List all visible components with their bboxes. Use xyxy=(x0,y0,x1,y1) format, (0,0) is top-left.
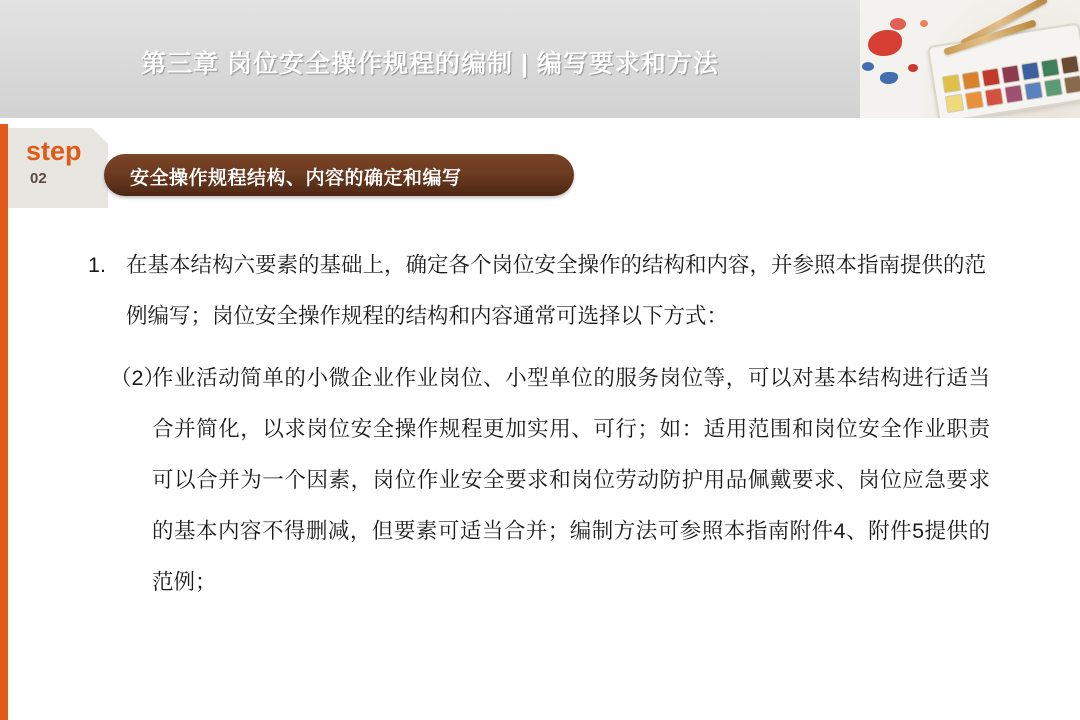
palette-pan xyxy=(1040,58,1059,77)
page-title: 第三章 岗位安全操作规程的编制 | 编写要求和方法 xyxy=(141,50,719,78)
palette-pan xyxy=(1021,61,1040,80)
palette-pan xyxy=(981,68,1000,87)
palette-pan xyxy=(1001,65,1020,84)
palette-pan xyxy=(1044,78,1063,97)
paint-splatter-icon xyxy=(908,64,918,72)
palette-pan xyxy=(942,74,961,93)
paint-splatter-icon xyxy=(862,62,874,71)
section-heading-label: 安全操作规程结构、内容的确定和编写 xyxy=(130,168,462,189)
palette-pan xyxy=(1024,81,1043,100)
list-item-text: 作业活动简单的小微企业作业岗位、小型单位的服务岗位等，可以对基本结构进行适当合并简化，以求岗位安全操作规程更加实用、可行；如：适用范围和岗位安全作业职责可以合并为一个因素，岗位作业安全要求和岗位劳动防护用品佩戴要求、岗位应急要求的基本内容不得删减，但要素可适当合并；编制方法可参照本指南附件4、附件5提供的范例； xyxy=(152,366,990,594)
list-item-marker: 1. xyxy=(88,253,106,277)
watercolor-palette-photo xyxy=(860,0,1080,118)
palette-pan xyxy=(965,91,984,110)
step-label: step xyxy=(26,136,82,166)
palette-pan xyxy=(945,94,964,113)
paint-splatter-icon xyxy=(920,20,928,27)
palette-pan xyxy=(984,87,1003,106)
paint-splatter-icon xyxy=(890,18,906,30)
palette-pan xyxy=(1063,75,1080,94)
palette-pan xyxy=(1060,55,1079,74)
left-accent-bar xyxy=(0,124,8,720)
list-item-marker: （2） xyxy=(110,366,165,390)
palette-pan xyxy=(961,71,980,90)
step-number: 02 xyxy=(30,170,47,187)
list-item-text: 在基本结构六要素的基础上，确定各个岗位安全操作的结构和内容，并参照本指南提供的范例编写；岗位安全操作规程的结构和内容通常可选择以下方式： xyxy=(126,253,987,328)
palette-pan xyxy=(1004,84,1023,103)
